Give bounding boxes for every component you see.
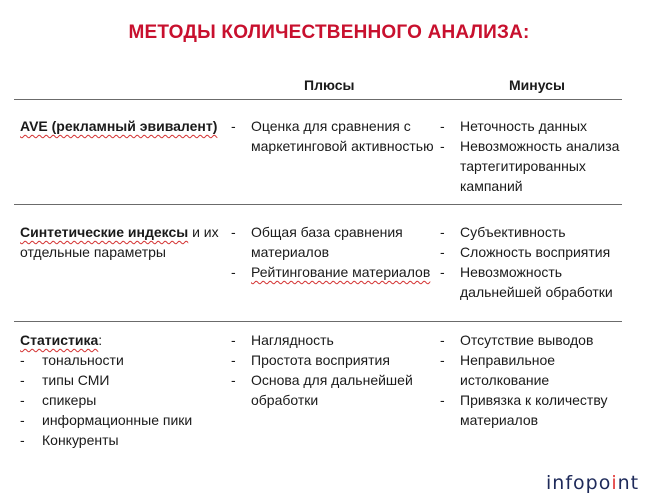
row-label-statistics <box>20 330 220 450</box>
list-item: - Наглядность <box>229 330 434 350</box>
logo-text: nt <box>617 472 640 494</box>
divider <box>14 204 622 205</box>
list-item: - Конкуренты <box>20 430 220 450</box>
divider <box>14 99 622 100</box>
list-item: - Простота восприятия <box>229 350 434 370</box>
list-item: - типы СМИ <box>20 370 220 390</box>
list-item: - Общая база сравнения материалов <box>229 222 434 262</box>
list-item: - Субъективность <box>438 222 628 242</box>
list-item: - спикеры <box>20 390 220 410</box>
row-plus-ave <box>229 116 434 156</box>
row-plus-synthetic <box>229 222 434 282</box>
list-item: - тональности <box>20 350 220 370</box>
row-label-rest: и их отдельные параметры <box>20 224 219 260</box>
row-minus-synthetic <box>438 222 628 302</box>
page-title: МЕТОДЫ КОЛИЧЕСТВЕННОГО АНАЛИЗА: <box>128 22 530 43</box>
column-header-minus: Минусы <box>509 77 565 93</box>
list-item: - Привязка к количеству материалов <box>438 390 628 430</box>
row-label-rest: : <box>98 332 103 348</box>
divider <box>14 321 622 322</box>
row-label-ave <box>20 116 220 136</box>
row-label-bold: AVE (рекламный эвивалент) <box>20 118 218 134</box>
list-item <box>438 136 628 196</box>
logo-dot: i <box>611 472 618 494</box>
column-header-plus: Плюсы <box>304 77 355 93</box>
list-item-text: Невозможность анализа тартегитированных кампаний <box>460 138 620 194</box>
list-item: - Неправильное истолкование <box>438 350 628 390</box>
list-item-text: Рейтингование материалов <box>251 264 431 280</box>
list-item: - Основа для дальнейшей обработки <box>229 370 434 410</box>
list-item: - Неточность данных <box>438 116 628 136</box>
row-plus-statistics <box>229 330 434 410</box>
list-item: - информационные пики <box>20 410 220 430</box>
list-item: - Сложность восприятия <box>438 242 628 262</box>
row-label-synthetic <box>20 222 220 262</box>
logo-text: infopo <box>546 472 612 494</box>
row-label-bold: Статистика <box>20 332 99 348</box>
row-minus-statistics <box>438 330 628 430</box>
list-item: - Отсутствие выводов <box>438 330 628 350</box>
list-item: - Оценка для сравнения с маркетинговой активностью <box>229 116 434 156</box>
row-label-bold: Синтетические индексы <box>20 224 189 240</box>
infopoint-logo <box>546 472 639 494</box>
row-minus-ave <box>438 116 628 196</box>
list-item: - Невозможность дальнейшей обработки <box>438 262 628 302</box>
list-item <box>229 262 434 282</box>
